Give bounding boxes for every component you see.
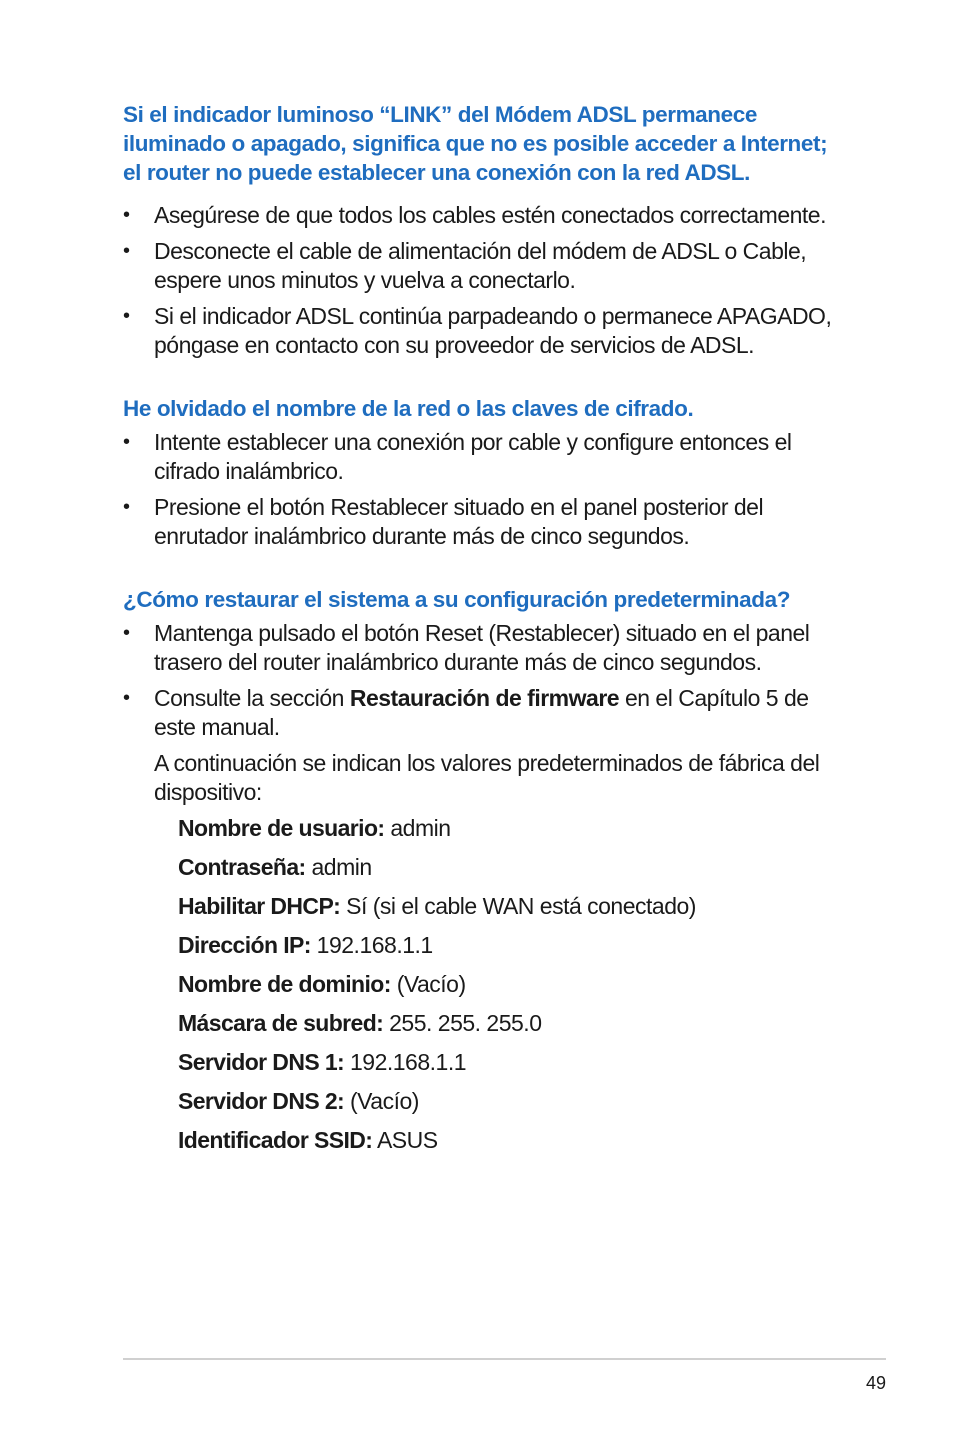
- section-heading-forgot-network: He olvidado el nombre de la red o las claves de cifrado.: [123, 396, 694, 421]
- default-domain-name: [178, 970, 843, 999]
- manual-page: [123, 100, 843, 1165]
- default-value: admin: [384, 815, 451, 841]
- default-value: (Vacío): [344, 1088, 419, 1114]
- section-heading-link-indicator: Si el indicador luminoso “LINK” del Módem ADSL permanece iluminado o apagado, significa que no es posible acceder a Internet; el router no puede establecer una conexión con la red ADSL.: [123, 102, 828, 185]
- default-ssid: [178, 1126, 843, 1155]
- default-label: Nombre de usuario:: [178, 815, 385, 841]
- default-dhcp: [178, 892, 843, 921]
- default-label: Identificador SSID:: [178, 1127, 373, 1153]
- default-value: ASUS: [372, 1127, 438, 1153]
- default-value: 192.168.1.1: [310, 932, 433, 958]
- page-number: 49: [865, 1373, 886, 1393]
- footer-divider: [123, 1358, 886, 1360]
- defaults-intro: A continuación se indican los valores predeterminados de fábrica del dispositivo:: [154, 750, 820, 805]
- default-value: 192.168.1.1: [344, 1049, 467, 1075]
- default-subnet-mask: [178, 1009, 843, 1038]
- default-label: Servidor DNS 1:: [178, 1049, 345, 1075]
- list-item: • Mantenga pulsado el botón Reset (Restablecer) situado en el panel trasero del router inalámbrico durante más de cinco segundos.: [123, 619, 843, 677]
- default-label: Contraseña:: [178, 854, 306, 880]
- default-value: (Vacío): [390, 971, 466, 997]
- default-value: admin: [305, 854, 372, 880]
- default-label: Habilitar DHCP:: [178, 893, 341, 919]
- bullet-text: en el Capítulo 5 de este manual.: [154, 685, 809, 740]
- list-item: [123, 684, 843, 742]
- default-username: [178, 814, 843, 843]
- list-item: • Intente establecer una conexión por cable y configure entonces el cifrado inalámbrico.: [123, 428, 843, 486]
- default-label: Máscara de subred:: [178, 1010, 384, 1036]
- default-dns-server-2: [178, 1087, 843, 1116]
- factory-defaults-list: [123, 814, 843, 1155]
- bullet-text: Consulte la sección: [154, 685, 350, 711]
- default-label: Servidor DNS 2:: [178, 1088, 345, 1114]
- default-value: 255. 255. 255.0: [383, 1010, 542, 1036]
- default-label: Dirección IP:: [178, 932, 311, 958]
- default-label: Nombre de dominio:: [178, 971, 391, 997]
- list-item: • Presione el botón Restablecer situado en el panel posterior del enrutador inalámbrico durante más de cinco segundos.: [123, 493, 843, 551]
- bullet-list: [123, 201, 843, 360]
- default-ip-address: [178, 931, 843, 960]
- bullet-list: [123, 619, 843, 742]
- bullet-list: [123, 428, 843, 551]
- default-password: [178, 853, 843, 882]
- section-heading-restore-defaults: ¿Cómo restaurar el sistema a su configuración predeterminada?: [123, 587, 791, 612]
- firmware-restore-reference: Restauración de firmware: [349, 685, 620, 711]
- list-item: • Desconecte el cable de alimentación del módem de ADSL o Cable, espere unos minutos y vuelva a conectarlo.: [123, 237, 843, 295]
- default-value: Sí (si el cable WAN está conectado): [340, 893, 696, 919]
- default-dns-server-1: [178, 1048, 843, 1077]
- list-item: • Si el indicador ADSL continúa parpadeando o permanece APAGADO, póngase en contacto con su proveedor de servicios de ADSL.: [123, 302, 843, 360]
- list-item: • Asegúrese de que todos los cables estén conectados correctamente.: [123, 201, 843, 230]
